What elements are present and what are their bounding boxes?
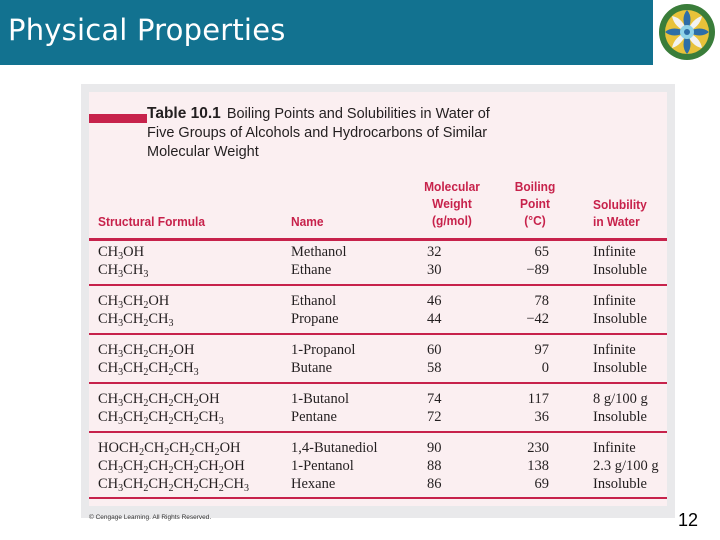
structural-formula: $CH_3CH_2OH$ bbox=[98, 293, 170, 311]
boiling-point: 230 bbox=[527, 440, 549, 456]
compound-name: Ethane bbox=[291, 262, 332, 278]
solubility: Insoluble bbox=[593, 476, 647, 492]
boiling-point: −42 bbox=[526, 311, 549, 327]
page-number: 12 bbox=[678, 510, 699, 530]
solubility: Infinite bbox=[593, 440, 636, 456]
molecular-weight: 30 bbox=[427, 262, 442, 278]
solubility: Infinite bbox=[593, 293, 636, 309]
header-bp-line-2: Point bbox=[520, 196, 550, 211]
boiling-point: 78 bbox=[534, 293, 549, 309]
spiral-logo-icon bbox=[654, 0, 720, 66]
compound-name: Ethanol bbox=[291, 293, 337, 309]
header-sol-line-2: in Water bbox=[593, 214, 640, 229]
compound-name: Propane bbox=[291, 311, 339, 327]
caption-line-3: Molecular Weight bbox=[147, 144, 259, 160]
group-divider bbox=[89, 382, 667, 384]
header-bp-line-1: Boiling bbox=[514, 179, 556, 194]
compound-name: Pentane bbox=[291, 409, 337, 425]
header-rule bbox=[89, 238, 667, 241]
table-number: Table 10.1 bbox=[147, 105, 221, 122]
group-divider bbox=[89, 284, 667, 286]
caption-line-2: Five Groups of Alcohols and Hydrocarbons of Similar bbox=[147, 125, 488, 141]
boiling-point: 138 bbox=[527, 458, 549, 474]
group-divider bbox=[89, 333, 667, 335]
molecular-weight: 72 bbox=[427, 409, 442, 425]
structural-formula: $CH_3CH_2CH_2OH$ bbox=[98, 342, 195, 360]
table-figure bbox=[81, 84, 675, 521]
structural-formula: $CH_3CH_2CH_3$ bbox=[98, 311, 174, 329]
compound-name: Methanol bbox=[291, 244, 347, 260]
copyright-notice: © Cengage Learning. All Rights Reserved. bbox=[89, 514, 212, 521]
header-structural-formula: Structural Formula bbox=[98, 214, 205, 229]
header-mw-line-1: Molecular bbox=[424, 179, 480, 194]
compound-name: Hexane bbox=[291, 476, 336, 492]
header-bp-line-3: (°C) bbox=[524, 213, 546, 228]
boiling-point: 97 bbox=[534, 342, 549, 358]
compound-name: 1-Propanol bbox=[291, 342, 356, 358]
solubility: 2.3 g/100 g bbox=[593, 458, 659, 474]
molecular-weight: 88 bbox=[427, 458, 442, 474]
structural-formula: $CH_3CH_3$ bbox=[98, 262, 149, 280]
solubility: Infinite bbox=[593, 342, 636, 358]
boiling-point: 65 bbox=[534, 244, 549, 260]
boiling-point: 36 bbox=[534, 409, 549, 425]
structural-formula: $CH_3CH_2CH_2CH_2CH_2OH$ bbox=[98, 458, 245, 476]
header-sol-line-1: Solubility bbox=[593, 197, 647, 212]
molecular-weight: 58 bbox=[427, 360, 442, 376]
structural-formula: $CH_3CH_2CH_2CH_2CH_2CH_3$ bbox=[98, 476, 249, 494]
solubility: 8 g/100 g bbox=[593, 391, 648, 407]
solubility: Insoluble bbox=[593, 409, 647, 425]
header-molecular-weight bbox=[418, 178, 486, 229]
compound-name: Butane bbox=[291, 360, 333, 376]
caption-line-1: Boiling Points and Solubilities in Water of bbox=[226, 106, 490, 122]
header-mw-line-2: Weight bbox=[432, 196, 472, 211]
molecular-weight: 46 bbox=[427, 293, 442, 309]
boiling-point: 0 bbox=[541, 360, 549, 376]
title-bar bbox=[0, 0, 653, 65]
structural-formula: $CH_3CH_2CH_2CH_2CH_3$ bbox=[98, 409, 224, 427]
molecular-weight: 90 bbox=[427, 440, 442, 456]
structural-formula: $CH_3CH_2CH_2CH_3$ bbox=[98, 360, 199, 378]
structural-formula: $CH_3CH_2CH_2CH_2OH$ bbox=[98, 391, 220, 409]
table-label-bar bbox=[89, 114, 147, 123]
molecular-weight: 60 bbox=[427, 342, 442, 358]
header-name: Name bbox=[291, 214, 324, 229]
solubility: Infinite bbox=[593, 244, 636, 260]
boiling-point: 117 bbox=[527, 391, 549, 407]
header-solubility bbox=[593, 196, 647, 230]
compound-name: 1-Pentanol bbox=[291, 458, 354, 474]
table-caption bbox=[147, 104, 657, 162]
compound-name: 1,4-Butanediol bbox=[291, 440, 378, 456]
molecular-weight: 44 bbox=[427, 311, 442, 327]
structural-formula: $HOCH_2CH_2CH_2CH_2OH$ bbox=[98, 440, 241, 458]
boiling-point: −89 bbox=[526, 262, 549, 278]
molecular-weight: 74 bbox=[427, 391, 442, 407]
table-bottom-rule bbox=[89, 497, 667, 499]
solubility: Insoluble bbox=[593, 311, 647, 327]
header-boiling-point bbox=[507, 178, 562, 229]
header-mw-line-3: (g/mol) bbox=[432, 213, 472, 228]
table-panel bbox=[89, 92, 667, 521]
molecular-weight: 32 bbox=[427, 244, 442, 260]
solubility: Insoluble bbox=[593, 262, 647, 278]
structural-formula: $CH_3OH$ bbox=[98, 244, 145, 262]
boiling-point: 69 bbox=[534, 476, 549, 492]
slide-title: Physical Properties bbox=[8, 13, 286, 47]
molecular-weight: 86 bbox=[427, 476, 442, 492]
solubility: Insoluble bbox=[593, 360, 647, 376]
group-divider bbox=[89, 431, 667, 433]
compound-name: 1-Butanol bbox=[291, 391, 349, 407]
